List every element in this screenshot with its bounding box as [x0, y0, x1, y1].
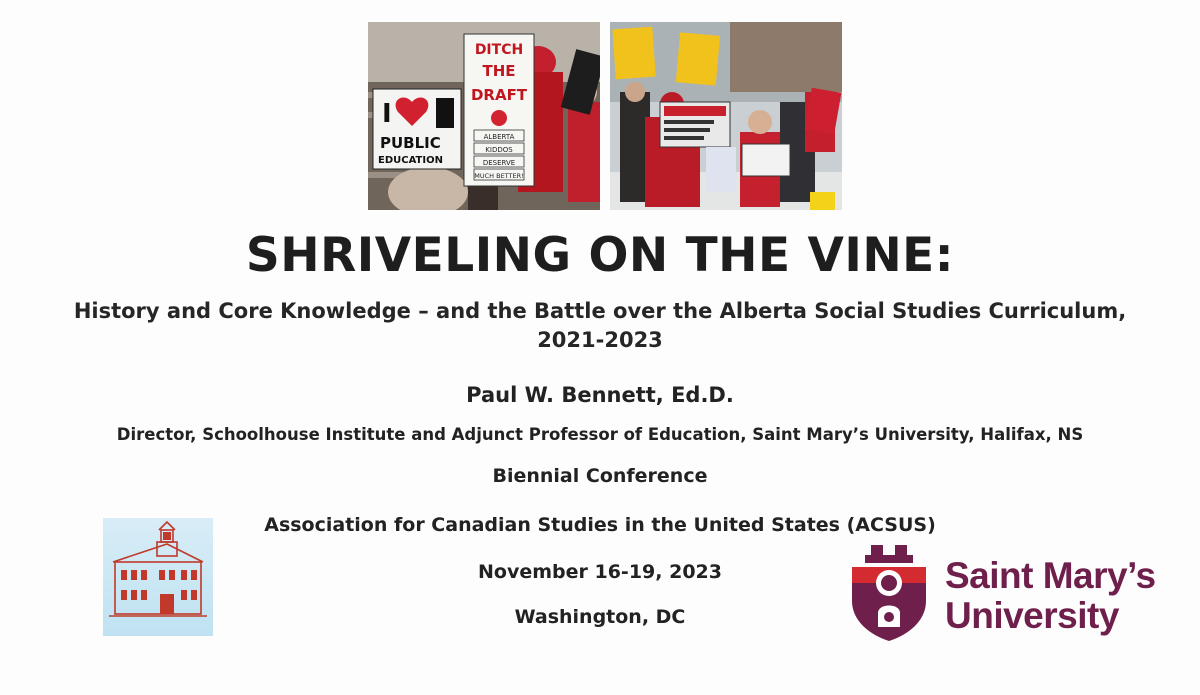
- sign-ditch-small-2: KIDDOS: [485, 146, 513, 154]
- saint-marys-university-logo: [850, 543, 1160, 643]
- conference-name: Biennial Conference: [492, 465, 708, 487]
- protest-photo-left-scene: [368, 22, 600, 210]
- sign-ditch-small-1: ALBERTA: [483, 133, 515, 141]
- sign-love-education: EDUCATION: [378, 155, 443, 166]
- presentation-title: SHRIVELING ON THE VINE:: [245, 228, 955, 283]
- sign-love-public: PUBLIC: [380, 134, 441, 152]
- sign-ditch-the-draft: [464, 34, 534, 186]
- subtitle-line-2: 2021-2023: [537, 328, 663, 352]
- sign-love-public-education: [373, 89, 461, 169]
- smu-logo-line-1: Saint Mary’s: [945, 555, 1156, 596]
- sign-ditch-word-3: DRAFT: [470, 86, 528, 104]
- conference-location: Washington, DC: [514, 606, 686, 628]
- author-name: Paul W. Bennett, Ed.D.: [466, 383, 734, 407]
- schoolhouse-icon: [103, 518, 213, 636]
- sign-ditch-small-3: DESERVE: [482, 159, 516, 167]
- subtitle-line-1: History and Core Knowledge – and the Battle over the Alberta Social Studies Curriculum,: [73, 299, 1127, 323]
- sign-ditch-small-4: MUCH BETTER!: [474, 172, 524, 180]
- sign-ditch-word-2: THE: [482, 62, 516, 80]
- association-name: Association for Canadian Studies in the United States (ACSUS): [264, 514, 936, 536]
- sign-love-i: I: [382, 99, 392, 129]
- conference-dates: November 16-19, 2023: [478, 561, 722, 583]
- smu-logo-line-2: University: [945, 595, 1119, 636]
- presentation-subtitle: [0, 297, 1200, 355]
- protest-photo-right-scene: [610, 22, 842, 210]
- sign-ditch-word-1: DITCH: [474, 42, 524, 58]
- schoolhouse-institute-logo: [103, 518, 213, 636]
- apple-icon: [491, 110, 507, 126]
- protest-photo-left: [368, 22, 600, 210]
- smu-crest-icon: [850, 543, 940, 643]
- protest-photo-right: [610, 22, 842, 210]
- author-affiliation: Director, Schoolhouse Institute and Adjunct Professor of Education, Saint Mary’s University, Halifax, NS: [116, 425, 1084, 444]
